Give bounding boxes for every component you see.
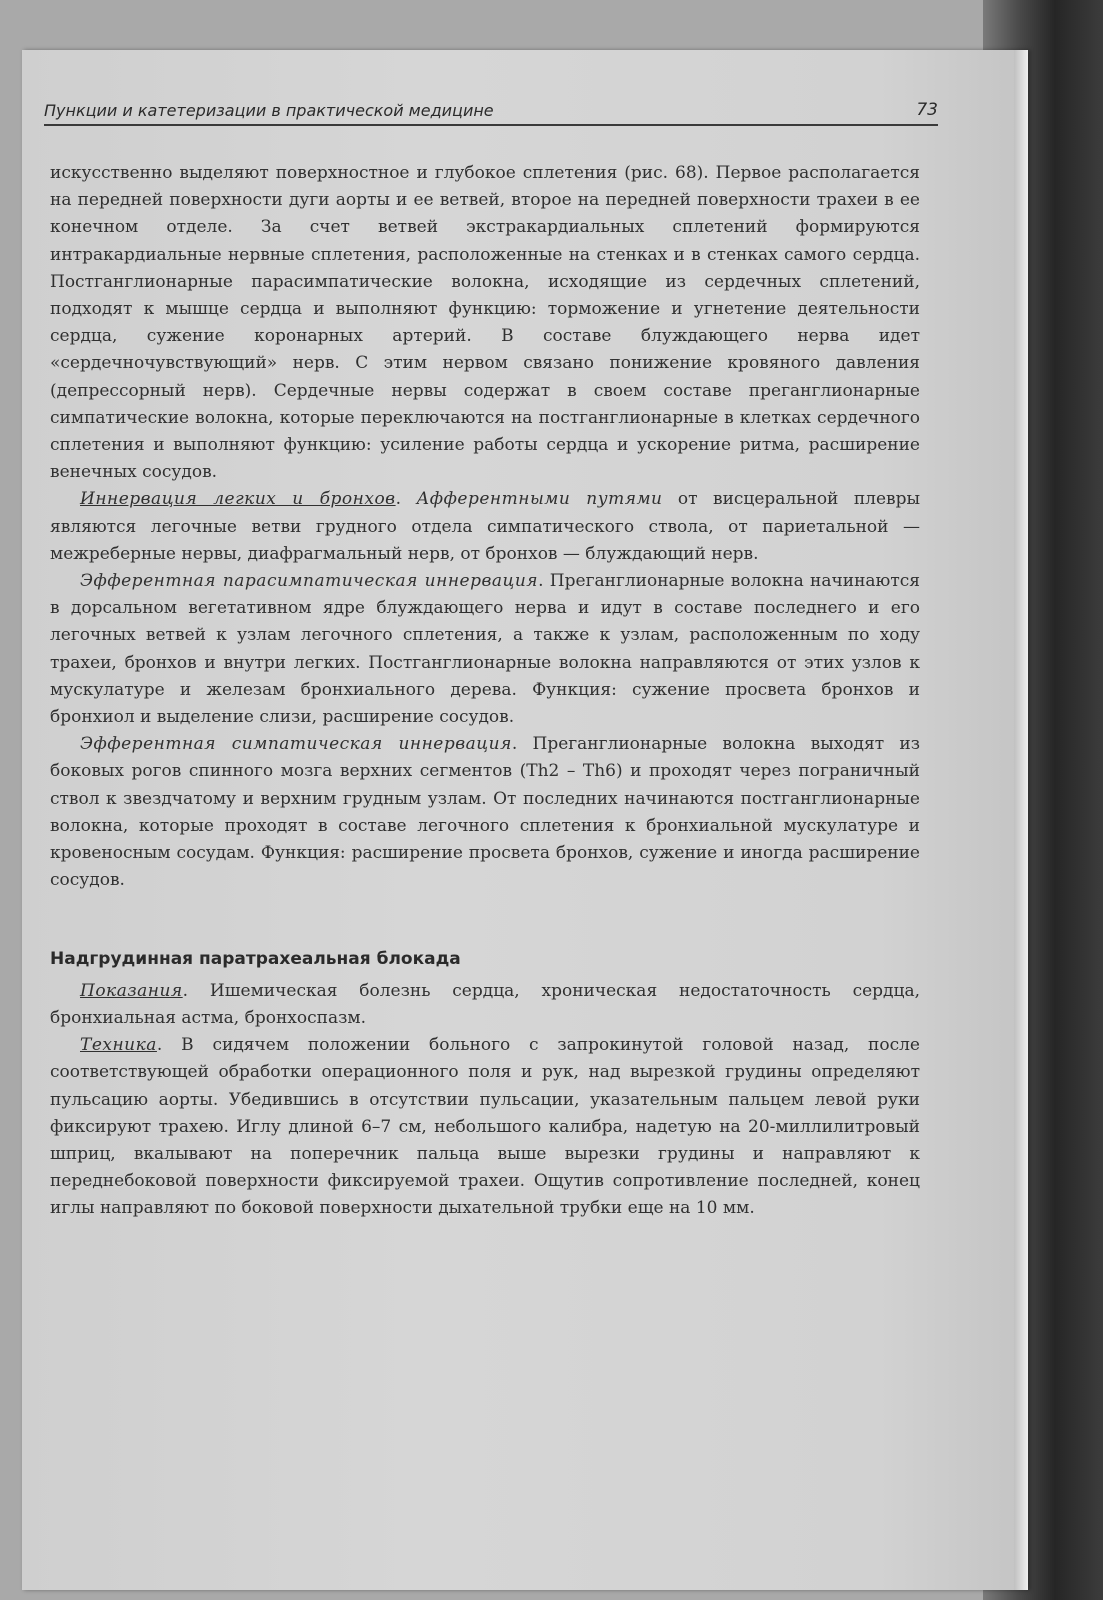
- afferent-paths-emph: Афферентными путями: [416, 489, 663, 510]
- running-header: [44, 94, 938, 126]
- paragraph-technique: [50, 1032, 920, 1222]
- lung-body: от висцеральной плевры являются легочные ветви грудного отдела симпатического ствола, от париетальной — межреберные нервы, диафрагмальный нерв, от бронхов — блуждающий нерв.: [50, 489, 920, 564]
- parasympathetic-body: . Преганглионарные волокна начинаются в дорсальном вегетативном ядре блуждающего нерва и идут в составе последнего и его легочных ветвей к узлам легочного сплетения, а также к узлам, расположенным по ходу трахеи, бронхов и внутри легких. Постганглионарные волокна направляются от этих узлов к мускулатуре и железам бронхиального дерева. Функция: сужение просвета бронхов и бронхиол и выделение слизи, расширение сосудов.: [50, 571, 920, 728]
- running-title: Пункции и катетеризации в практической медицине: [44, 101, 494, 120]
- technique-body: . В сидячем положении больного с запрокинутой головой назад, после соответствующей обработки операционного поля и рук, над вырезкой грудины определяют пульсацию аорты. Убедившись в отсутствии пульсации, указательным пальцем левой руки фиксируют трахею. Иглу длиной 6–7 см, небольшого калибра, надетую на 20-миллилитровый шприц, вкалывают на поперечник пальца выше вырезки грудины и направляют к переднебоковой поверхности фиксируемой трахеи. Ощутив сопротивление последней, конец иглы направляют по боковой поверхности дыхательной трубки еще на 10 мм.: [50, 1035, 920, 1219]
- paragraph-parasympathetic: [50, 568, 920, 731]
- page-number: 73: [916, 100, 938, 120]
- lead-technique: Техника: [80, 1035, 157, 1056]
- lung-punct: .: [395, 489, 417, 510]
- lead-parasympathetic: Эфферентная парасимпатическая иннервация: [80, 571, 539, 592]
- section-heading: Надгрудинная паратрахеальная блокада: [50, 949, 461, 970]
- lead-lung-innervation: Иннервация легких и бронхов: [80, 489, 396, 510]
- paragraph-lung-innervation: [50, 486, 920, 568]
- main-text: [50, 160, 920, 1223]
- indications-body: . Ишемическая болезнь сердца, хроническая недостаточность сердца, бронхиальная астма, бронхоспазм.: [50, 980, 920, 1028]
- page-edge-shadow: [1014, 50, 1028, 1590]
- paragraph-intro: искусственно выделяют поверхностное и глубокое сплетения (рис. 68). Первое располагается на передней поверхности дуги аорты и ее ветвей, второе на передней поверхности трахеи в ее конечном отделе. За счет ветвей экстракардиальных сплетений формируются интракардиальные нервные сплетения, расположенные на стенках и в стенках самого сердца. Постганглионарные парасимпатические волокна, исходящие из сердечных сплетений, подходят к мышце сердца и выполняют функцию: торможение и угнетение деятельности сердца, сужение коронарных артерий. В составе блуждающего нерва идет «сердечночувствующий» нерв. С этим нервом связано понижение кровяного давления (депрессорный нерв). Сердечные нервы содержат в своем составе преганглионарные симпатические волокна, которые переключаются на постганглионарные в клетках сердечного сплетения и выполняют функцию: усиление работы сердца и ускорение ритма, расширение венечных сосудов.: [50, 163, 920, 483]
- lead-indications: Показания: [80, 980, 183, 1001]
- sympathetic-body: . Преганглионарные волокна выходят из боковых рогов спинного мозга верхних сегментов (Th2 – Th6) и проходят через пограничный ствол к звездчатому и верхним грудным узлам. От последних начинаются постганглионарные волокна, которые проходят в составе легочного сплетения к бронхиальной мускулатуре и кровеносным сосудам. Функция: расширение просвета бронхов, сужение и иногда расширение сосудов.: [50, 734, 920, 891]
- lead-sympathetic: Эфферентная симпатическая иннервация: [80, 734, 512, 755]
- paragraph-indications: [50, 978, 920, 1032]
- paragraph-sympathetic: [50, 731, 920, 894]
